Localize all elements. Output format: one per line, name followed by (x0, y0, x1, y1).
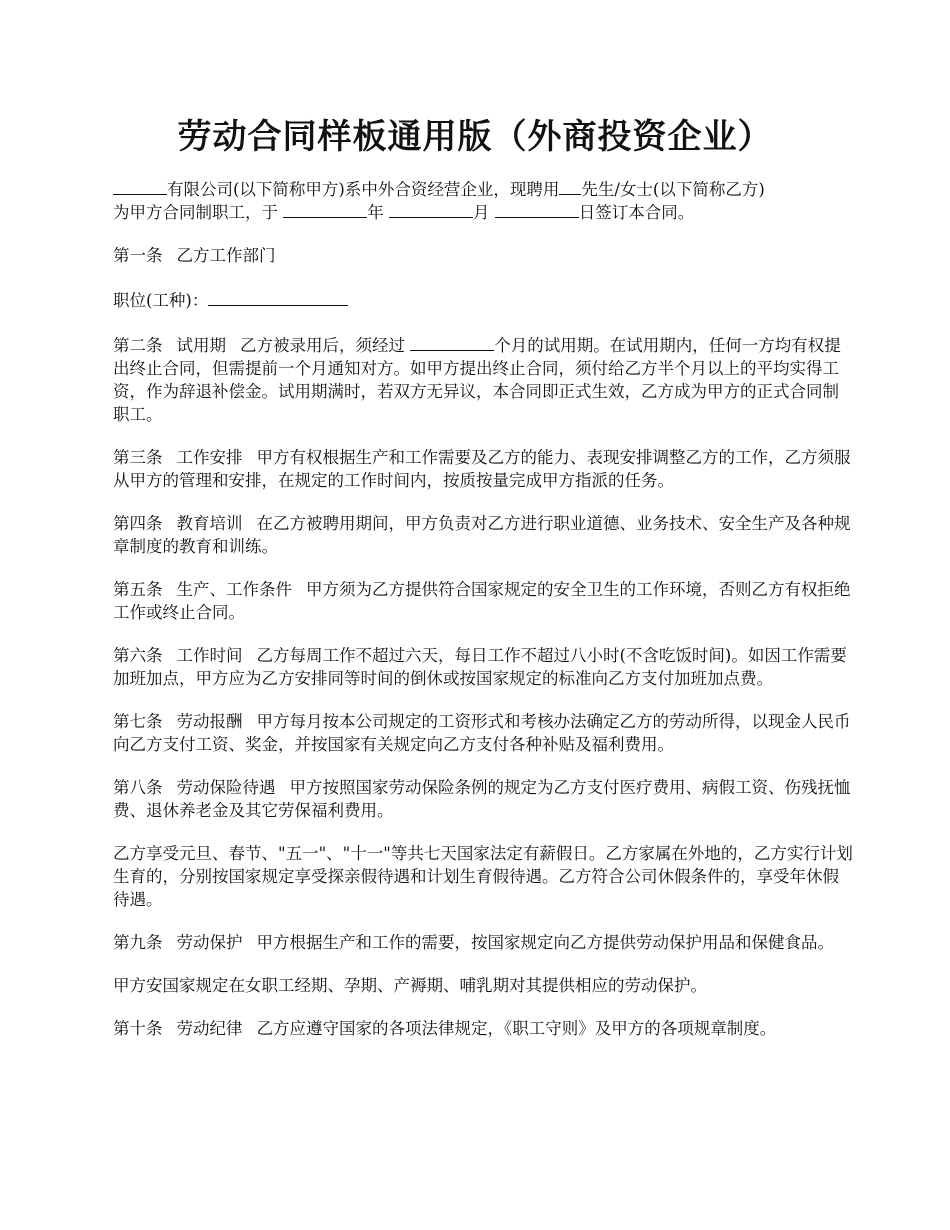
article-3-heading: 第三条 (113, 448, 163, 467)
article-9-text: 甲方根据生产和工作的需要，按国家规定向乙方提供劳动保护用品和保健食品。 (256, 933, 834, 952)
article-2-text-1: 乙方被录用后，须经过 (240, 336, 411, 355)
article-8-title: 劳动保险待遇 (176, 778, 276, 797)
position-label: 职位(工种)： (113, 291, 209, 310)
article-8 (113, 776, 853, 822)
blank-year (283, 201, 367, 218)
article-1 (113, 244, 853, 267)
blank-position (208, 289, 348, 306)
intro-paragraph (113, 178, 853, 224)
article-5 (113, 578, 853, 624)
intro-day-label: 日签订本合同。 (578, 203, 695, 222)
article-9-title: 劳动保护 (176, 933, 243, 952)
intro-month-label: 月 (473, 203, 495, 222)
blank-probation-months (410, 334, 494, 351)
article-3-title: 工作安排 (176, 448, 243, 467)
intro-text-3: 为甲方合同制职工，于 (113, 203, 284, 222)
article-5-title: 生产、工作条件 (176, 580, 292, 599)
blank-company-name (113, 178, 167, 195)
article-10-title: 劳动纪律 (176, 1019, 243, 1038)
article-9 (113, 931, 853, 954)
article-3 (113, 446, 853, 492)
article-1-heading: 第一条 (113, 246, 163, 265)
article-7 (113, 710, 853, 756)
article-10 (113, 1017, 853, 1040)
article-2 (113, 334, 853, 426)
article-3-text: 甲方有权根据生产和工作需要及乙方的能力、表现安排调整乙方的工作，乙方须服从甲方的管理和安排，在规定的工作时间内，按质按量完成甲方指派的任务。 (113, 448, 851, 490)
article-2-text-2: 个月的试用期。在试用期内，任何一方均有权提出终止合同，但需提前一个月通知对方。如甲方提出终止合同，须付给乙方半个月以上的平均实得工资，作为辞退补偿金。试用期满时，若双方无异议，本合同即正式生效，乙方成为甲方的正式合同制职工。 (113, 336, 841, 424)
article-7-heading: 第七条 (113, 712, 163, 731)
article-1-title: 乙方工作部门 (176, 246, 276, 265)
blank-employee-name (559, 178, 581, 195)
article-6-heading: 第六条 (113, 646, 163, 665)
intro-year-label: 年 (367, 203, 389, 222)
article-8-heading: 第八条 (113, 778, 163, 797)
article-9-heading: 第九条 (113, 933, 163, 952)
article-2-heading: 第二条 (113, 336, 163, 355)
blank-day (495, 201, 579, 218)
article-4 (113, 512, 853, 558)
blank-month (389, 201, 473, 218)
article-8-text: 甲方按照国家劳动保险条例的规定为乙方支付医疗费用、病假工资、伤残抚恤费、退休养老金及其它劳保福利费用。 (113, 778, 851, 820)
article-6 (113, 644, 853, 690)
article-4-title: 教育培训 (176, 514, 243, 533)
article-4-text: 在乙方被聘用期间，甲方负责对乙方进行职业道德、业务技术、安全生产及各种规章制度的教育和训练。 (113, 514, 851, 556)
article-6-text: 乙方每周工作不超过六天，每日工作不超过八小时(不含吃饭时间)。如因工作需要加班加点，甲方应为乙方安排同等时间的倒休或按国家规定的标准向乙方支付加班加点费。 (113, 646, 847, 688)
intro-text-1: 有限公司(以下简称甲方)系中外合资经营企业，现聘用 (167, 180, 560, 199)
article-6-title: 工作时间 (176, 646, 243, 665)
document-body (113, 178, 853, 1060)
article-5-heading: 第五条 (113, 580, 163, 599)
article-2-title: 试用期 (176, 336, 226, 355)
article-7-title: 劳动报酬 (176, 712, 243, 731)
intro-text-2: 先生/女士(以下简称乙方) (581, 180, 765, 199)
document-title: 劳动合同样板通用版（外商投资企业） (177, 117, 773, 157)
article-10-text: 乙方应遵守国家的各项法律规定，《职工守则》及甲方的各项规章制度。 (256, 1019, 777, 1038)
female-protection-paragraph: 甲方安国家规定在女职工经期、孕期、产褥期、哺乳期对其提供相应的劳动保护。 (113, 976, 707, 995)
article-7-text: 甲方每月按本公司规定的工资形式和考核办法确定乙方的劳动所得，以现金人民币向乙方支付工资、奖金，并按国家有关规定向乙方支付各种补贴及福利费用。 (113, 712, 851, 754)
holidays-paragraph: 乙方享受元旦、春节、"五一"、"十一"等共七天国家法定有薪假日。乙方家属在外地的，乙方实行计划生育的，分别按国家规定享受探亲假待遇和计划生育假待遇。乙方符合公司休假条件的，享受年休假待遇。 (113, 844, 853, 909)
article-4-heading: 第四条 (113, 514, 163, 533)
article-5-text: 甲方须为乙方提供符合国家规定的安全卫生的工作环境，否则乙方有权拒绝工作或终止合同。 (113, 580, 851, 622)
article-10-heading: 第十条 (113, 1019, 163, 1038)
position-line (113, 289, 853, 312)
